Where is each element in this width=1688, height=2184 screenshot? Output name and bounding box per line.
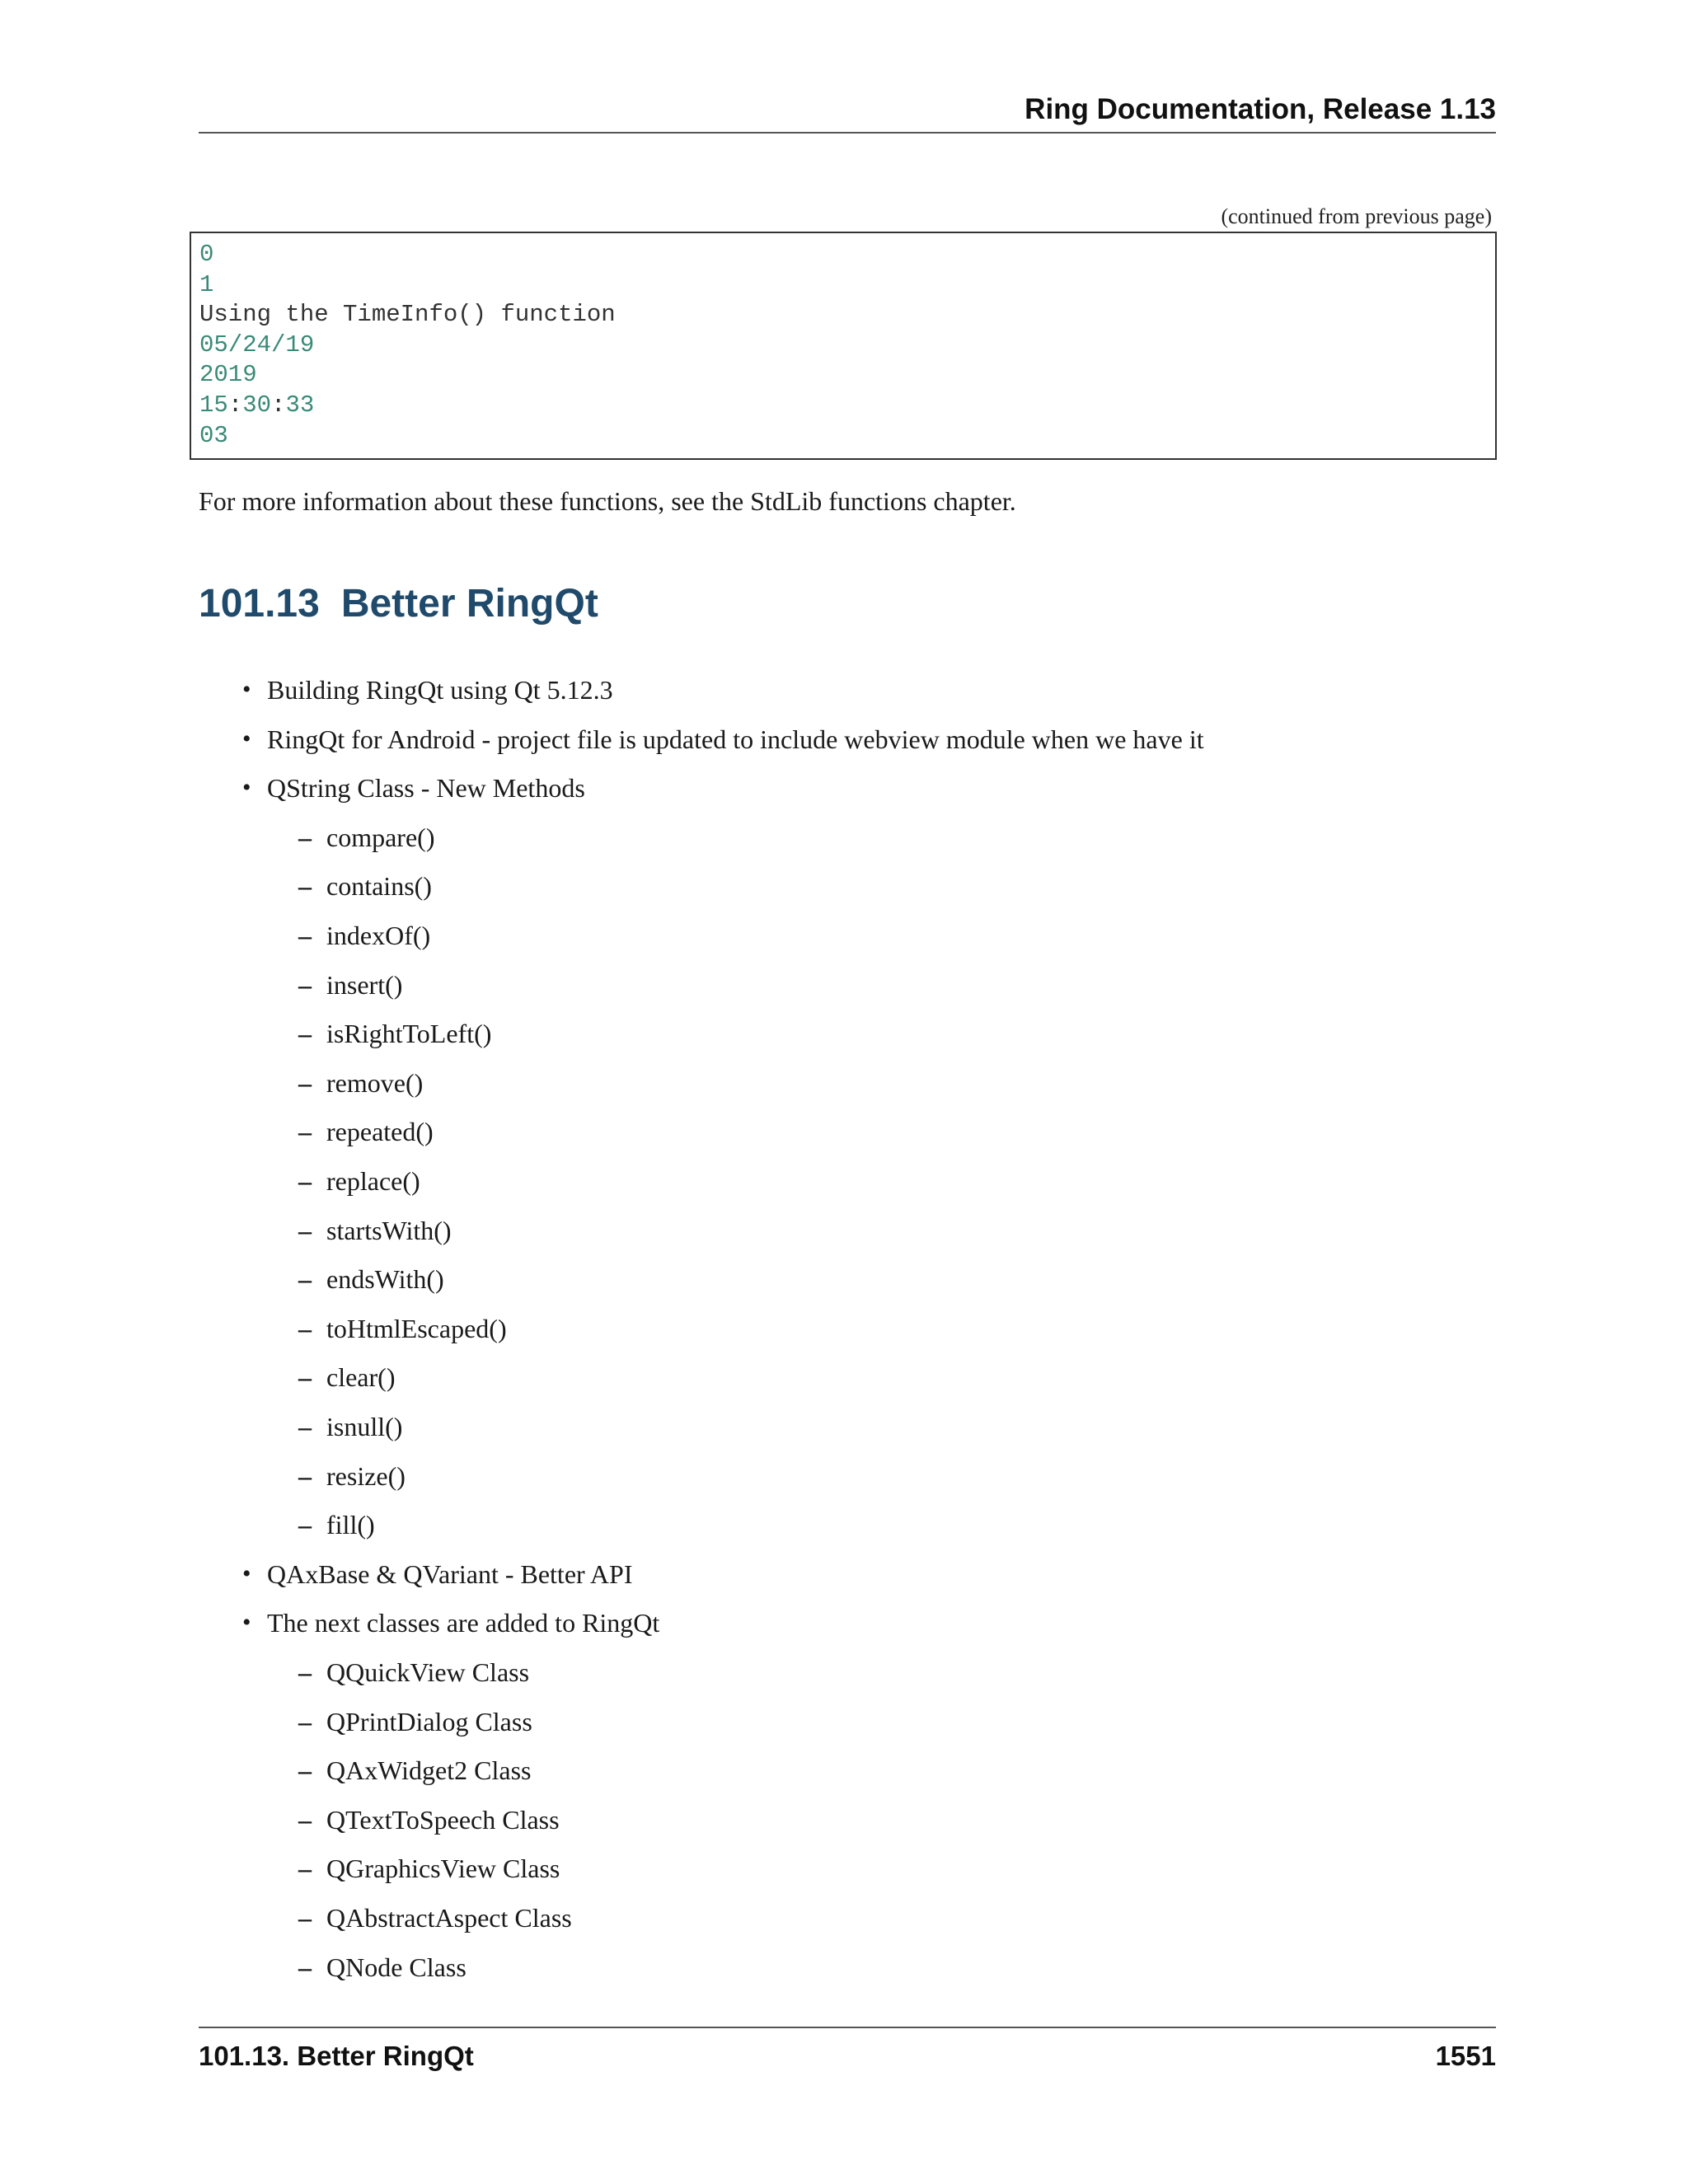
dash-marker: – xyxy=(298,1460,312,1491)
bullet-marker: • xyxy=(242,1559,251,1587)
continued-note: (continued from previous page) xyxy=(1221,204,1492,228)
bullet-marker: • xyxy=(242,724,251,752)
dash-marker: – xyxy=(298,1706,312,1736)
section-title: Better RingQt xyxy=(340,582,598,626)
footer-page-number: 1551 xyxy=(1435,2041,1496,2071)
dash-marker: – xyxy=(298,1067,312,1098)
dash-marker: – xyxy=(298,1755,312,1786)
list-item-text: QNode Class xyxy=(326,1952,467,1982)
list-item-text: QTextToSpeech Class xyxy=(326,1804,560,1835)
code-line xyxy=(199,300,1487,330)
dash-marker: – xyxy=(298,1657,312,1687)
dash-marker: – xyxy=(298,1362,312,1393)
list-item-text: compare() xyxy=(326,822,435,852)
list-item-text: QString Class - New Methods xyxy=(267,773,585,804)
code-number: 1 xyxy=(199,270,214,298)
list-item-text: contains() xyxy=(326,871,432,902)
dash-marker: – xyxy=(298,871,312,902)
code-line xyxy=(199,270,1487,301)
code-text: : xyxy=(227,391,243,419)
code-line xyxy=(199,330,1487,361)
list-item-text: clear() xyxy=(326,1362,396,1393)
code-number: 2019 xyxy=(199,361,257,389)
dash-marker: – xyxy=(298,1166,312,1196)
list-item-text: isnull() xyxy=(326,1412,403,1441)
code-text: : xyxy=(271,391,286,419)
body-paragraph: For more information about these functions, see the StdLib functions chapter. xyxy=(199,486,1016,516)
code-line xyxy=(199,240,1487,270)
list-item-text: startsWith() xyxy=(326,1215,452,1245)
list-item-text: Building RingQt using Qt 5.12.3 xyxy=(267,675,613,705)
list-item-text: repeated() xyxy=(326,1117,434,1147)
dash-marker: – xyxy=(298,1215,312,1245)
dash-marker: – xyxy=(298,1804,312,1835)
page-footer xyxy=(199,2027,1496,2073)
code-number: 05/24/19 xyxy=(199,330,315,359)
code-number: 33 xyxy=(285,391,315,419)
header-title: Ring Documentation, Release 1.13 xyxy=(1025,93,1496,125)
list-item-text: fill() xyxy=(326,1510,375,1540)
dash-marker: – xyxy=(298,1903,312,1933)
list-item-text: toHtmlEscaped() xyxy=(326,1313,507,1343)
page-header xyxy=(199,92,1496,134)
list-item-text: RingQt for Android - project file is updated to include webview module when we have it xyxy=(267,724,1204,754)
code-text: Using the TimeInfo() function xyxy=(199,301,616,329)
dash-marker: – xyxy=(298,1264,312,1295)
code-number: 0 xyxy=(199,241,214,268)
list-item-text: QQuickView Class xyxy=(326,1657,530,1687)
list-item-text: replace() xyxy=(326,1166,420,1196)
list-item-text: insert() xyxy=(326,969,403,1000)
bullet-marker: • xyxy=(242,1609,251,1637)
dash-marker: – xyxy=(298,1117,312,1147)
section-heading xyxy=(199,581,598,627)
list-item-text: QAxBase & QVariant - Better API xyxy=(267,1558,633,1589)
list-item-text: resize() xyxy=(326,1460,406,1491)
list-item-text: QGraphicsView Class xyxy=(326,1854,560,1884)
list-item-text: remove() xyxy=(326,1067,424,1098)
dash-marker: – xyxy=(298,921,312,950)
code-number: 03 xyxy=(199,421,228,449)
list-item-text: indexOf() xyxy=(326,921,431,950)
bullet-marker: • xyxy=(242,676,251,703)
list-item-text: QAxWidget2 Class xyxy=(326,1755,532,1786)
code-number: 15 xyxy=(199,391,228,419)
list-item-text: The next classes are added to RingQt xyxy=(267,1608,660,1638)
code-line xyxy=(199,391,1487,421)
dash-marker: – xyxy=(298,969,312,1000)
list-item-text: QPrintDialog Class xyxy=(326,1706,532,1736)
code-line xyxy=(199,360,1487,391)
list-item-text: QAbstractAspect Class xyxy=(326,1903,572,1933)
code-output-block xyxy=(190,232,1497,460)
list-item-text: isRightToLeft() xyxy=(326,1019,492,1049)
code-number: 30 xyxy=(242,391,272,419)
dash-marker: – xyxy=(298,1510,312,1540)
footer-section: 101.13. Better RingQt xyxy=(199,2041,474,2071)
list-item-text: endsWith() xyxy=(326,1264,444,1295)
dash-marker: – xyxy=(298,1019,312,1049)
dash-marker: – xyxy=(298,1313,312,1343)
dash-marker: – xyxy=(298,1854,312,1884)
code-line xyxy=(199,421,1487,452)
dash-marker: – xyxy=(298,1412,312,1441)
section-number: 101.13 xyxy=(199,582,320,626)
bullet-marker: • xyxy=(242,774,251,802)
dash-marker: – xyxy=(298,822,312,852)
dash-marker: – xyxy=(298,1952,312,1982)
